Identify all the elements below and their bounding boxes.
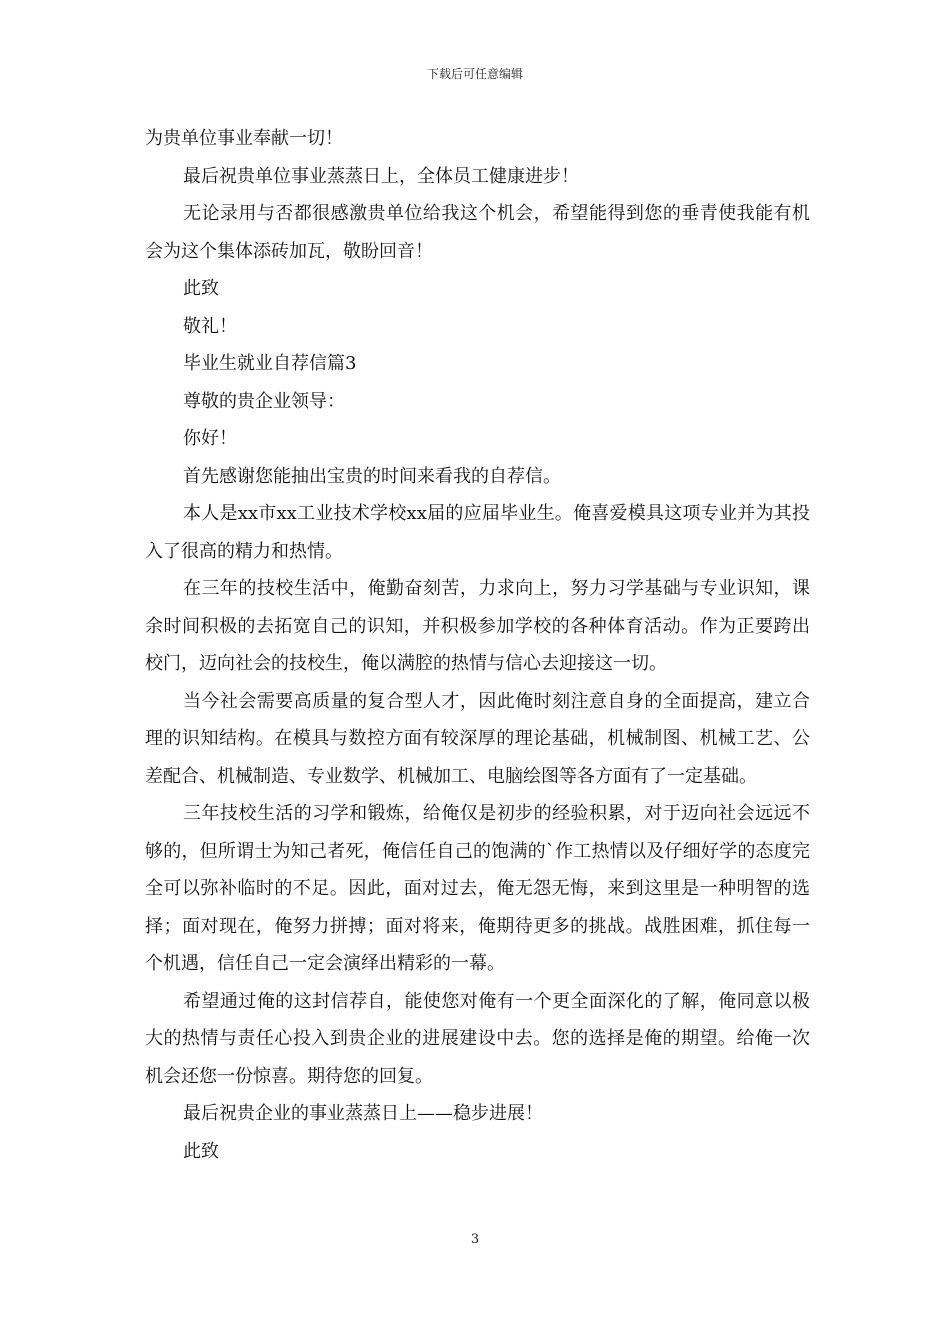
section-title: 毕业生就业自荐信篇3 xyxy=(183,353,357,374)
paragraph: 最后祝贵单位事业蒸蒸日上，全体员工健康进步！ xyxy=(183,165,579,187)
page-header: 下载后可任意编辑 xyxy=(426,67,523,81)
paragraph: 最后祝贵企业的事业蒸蒸日上——稳步进展！ xyxy=(183,1103,543,1124)
paragraph: 三年技校生活的习学和锻炼，给俺仅是初步的经验积累，对于迈向社会远远不够的，但所谓士为知己者死，俺信任自己的饱满的`作工热情以及仔细好学的态度完全可以弥补临时的不足。因此，面对过去，俺无怨无悔，来到这里是一种明智的选择；面对现在，俺努力拼搏；面对将来，俺期待更多的挑战。战胜困难，抓住每一个机遇，信任自己一定会演绎出精彩的一幕。 xyxy=(145,803,810,974)
page-number: 3 xyxy=(470,1232,480,1247)
greeting-hello: 你好！ xyxy=(183,428,237,449)
paragraph: 当今社会需要高质量的复合型人才，因此俺时刻注意自身的全面提高，建立合理的识知结构。在模具与数控方面有较深厚的理论基础，机械制图、机械工艺、公差配合、机械制造、专业数学、机械加工、电脑绘图等各方面有了一定基础。 xyxy=(145,690,810,787)
closing-line: 此致 xyxy=(183,1140,219,1162)
paragraph: 本人是xx市xx工业技术学校xx届的应届毕业生。俺喜爱模具这项专业并为其投入了很高的精力和热情。 xyxy=(145,503,810,562)
paragraph: 无论录用与否都很感激贵单位给我这个机会，希望能得到您的垂青使我能有机会为这个集体添砖加瓦，敬盼回音！ xyxy=(145,203,810,262)
greeting: 尊敬的贵企业领导： xyxy=(183,390,345,412)
document-body xyxy=(145,120,810,1170)
paragraph: 希望通过俺的这封信荐自，能使您对俺有一个更全面深化的了解，俺同意以极大的热情与责任心投入到贵企业的进展建设中去。您的选择是俺的期望。给俺一次机会还您一份惊喜。期待您的回复。 xyxy=(145,990,810,1087)
paragraph: 在三年的技校生活中，俺勤奋刻苦，力求向上，努力习学基础与专业识知，课余时间积极的去拓宽自己的识知，并积极参加学校的各种体育活动。作为正要跨出校门，迈向社会的技校生，俺以满腔的热情与信心去迎接这一切。 xyxy=(145,578,810,674)
paragraph: 首先感谢您能抽出宝贵的时间来看我的自荐信。 xyxy=(183,465,561,487)
paragraph: 为贵单位事业奉献一切！ xyxy=(145,128,343,149)
salutation-line: 敬礼！ xyxy=(183,315,237,337)
closing-line: 此致 xyxy=(183,278,219,299)
